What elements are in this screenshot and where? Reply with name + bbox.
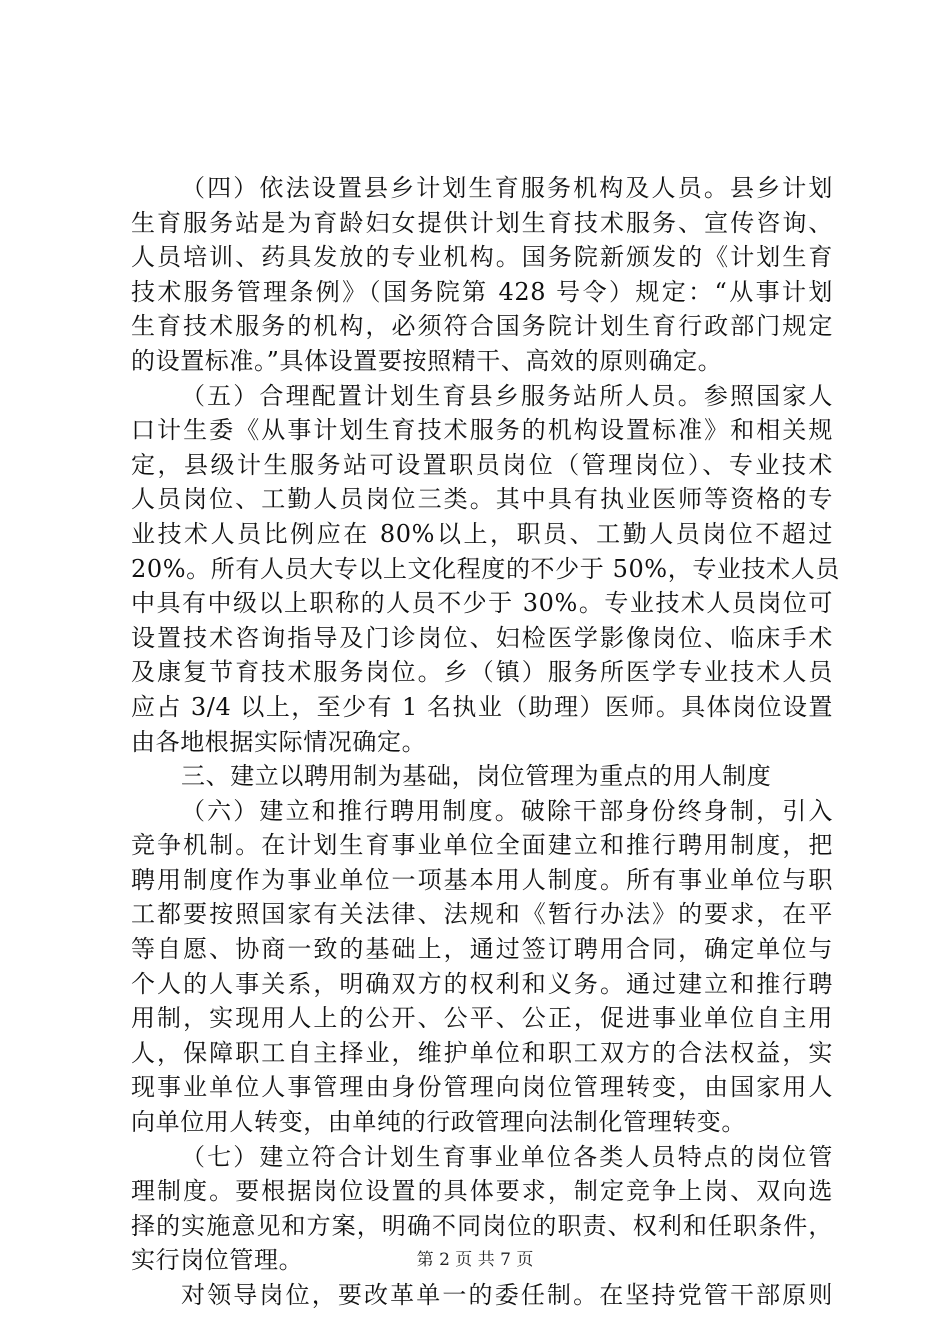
paragraph-line: 用制，实现用人上的公开、公平、公正，促进事业单位自主用 — [131, 1004, 833, 1033]
body-text — [131, 171, 840, 1313]
paragraph-line: 对领导岗位，要改革单一的委任制。在坚持党管干部原则 — [181, 1281, 833, 1309]
paragraph-line: 口计生委《从事计划生育技术服务的机构设置标准》和相关规 — [131, 416, 833, 445]
paragraph-line: （七）建立符合计划生育事业单位各类人员特点的岗位管 — [181, 1142, 833, 1171]
paragraph-line: 竞争机制。在计划生育事业单位全面建立和推行聘用制度，把 — [131, 831, 833, 860]
paragraph-line: 由各地根据实际情况确定。 — [131, 727, 427, 756]
paragraph-line: 聘用制度作为事业单位一项基本用人制度。所有事业单位与职 — [131, 865, 833, 894]
paragraph-line: 及康复节育技术服务岗位。乡（镇）服务所医学专业技术人员 — [131, 658, 833, 687]
paragraph-line: 人员岗位、工勤人员岗位三类。其中具有执业医师等资格的专 — [131, 485, 833, 514]
paragraph-line: 实行岗位管理。 — [131, 1246, 304, 1275]
paragraph-line: 人员培训、药具发放的专业机构。国务院新颁发的《计划生育 — [131, 243, 833, 272]
page-footer: 第 2 页 共 7 页 — [416, 1250, 534, 1270]
paragraph-line: 定，县级计生服务站可设置职员岗位（管理岗位）、专业技术 — [131, 450, 833, 479]
paragraph-line: 技术服务管理条例》（国务院第 428 号令）规定：“从事计划 — [131, 277, 833, 306]
paragraph-line: 工都要按照国家有关法律、法规和《暂行办法》的要求，在平 — [131, 900, 833, 929]
paragraph-line: 业技术人员比例应在 80%以上，职员、工勤人员岗位不超过 — [131, 519, 833, 548]
paragraph-line: 向单位用人转变，由单纯的行政管理向法制化管理转变。 — [131, 1108, 746, 1137]
paragraph-line: （六）建立和推行聘用制度。破除干部身份终身制，引入 — [181, 796, 833, 825]
paragraph-line: （五）合理配置计划生育县乡服务站所人员。参照国家人 — [181, 381, 833, 410]
paragraph-line: 中具有中级以上职称的人员不少于 30%。专业技术人员岗位可 — [131, 589, 833, 618]
paragraph-line: 生育服务站是为育龄妇女提供计划生育技术服务、宣传咨询、 — [131, 208, 833, 237]
section-heading: 三、建立以聘用制为基础，岗位管理为重点的用人制度 — [181, 762, 772, 791]
paragraph-line: 20%。所有人员大专以上文化程度的不少于 50%，专业技术人员 — [131, 554, 840, 583]
paragraph-line: 个人的人事关系，明确双方的权利和义务。通过建立和推行聘 — [131, 969, 833, 998]
paragraph-line: 生育技术服务的机构，必须符合国务院计划生育行政部门规定 — [131, 312, 833, 341]
paragraph-line: （四）依法设置县乡计划生育服务机构及人员。县乡计划 — [181, 174, 833, 202]
paragraph-line: 现事业单位人事管理由身份管理向岗位管理转变，由国家用人 — [131, 1073, 833, 1102]
paragraph-line: 应占 3/4 以上，至少有 1 名执业（助理）医师。具体岗位设置 — [131, 692, 833, 721]
paragraph-line: 理制度。要根据岗位设置的具体要求，制定竞争上岗、双向选 — [131, 1177, 833, 1206]
paragraph-line: 择的实施意见和方案，明确不同岗位的职责、权利和任职条件， — [131, 1211, 833, 1240]
paragraph-line: 的设置标准。”具体设置要按照精干、高效的原则确定。 — [131, 346, 723, 375]
paragraph-line: 等自愿、协商一致的基础上，通过签订聘用合同，确定单位与 — [131, 935, 833, 964]
paragraph-line: 人，保障职工自主择业，维护单位和职工双方的合法权益，实 — [131, 1038, 833, 1067]
paragraph-line: 设置技术咨询指导及门诊岗位、妇检医学影像岗位、临床手术 — [131, 623, 833, 652]
